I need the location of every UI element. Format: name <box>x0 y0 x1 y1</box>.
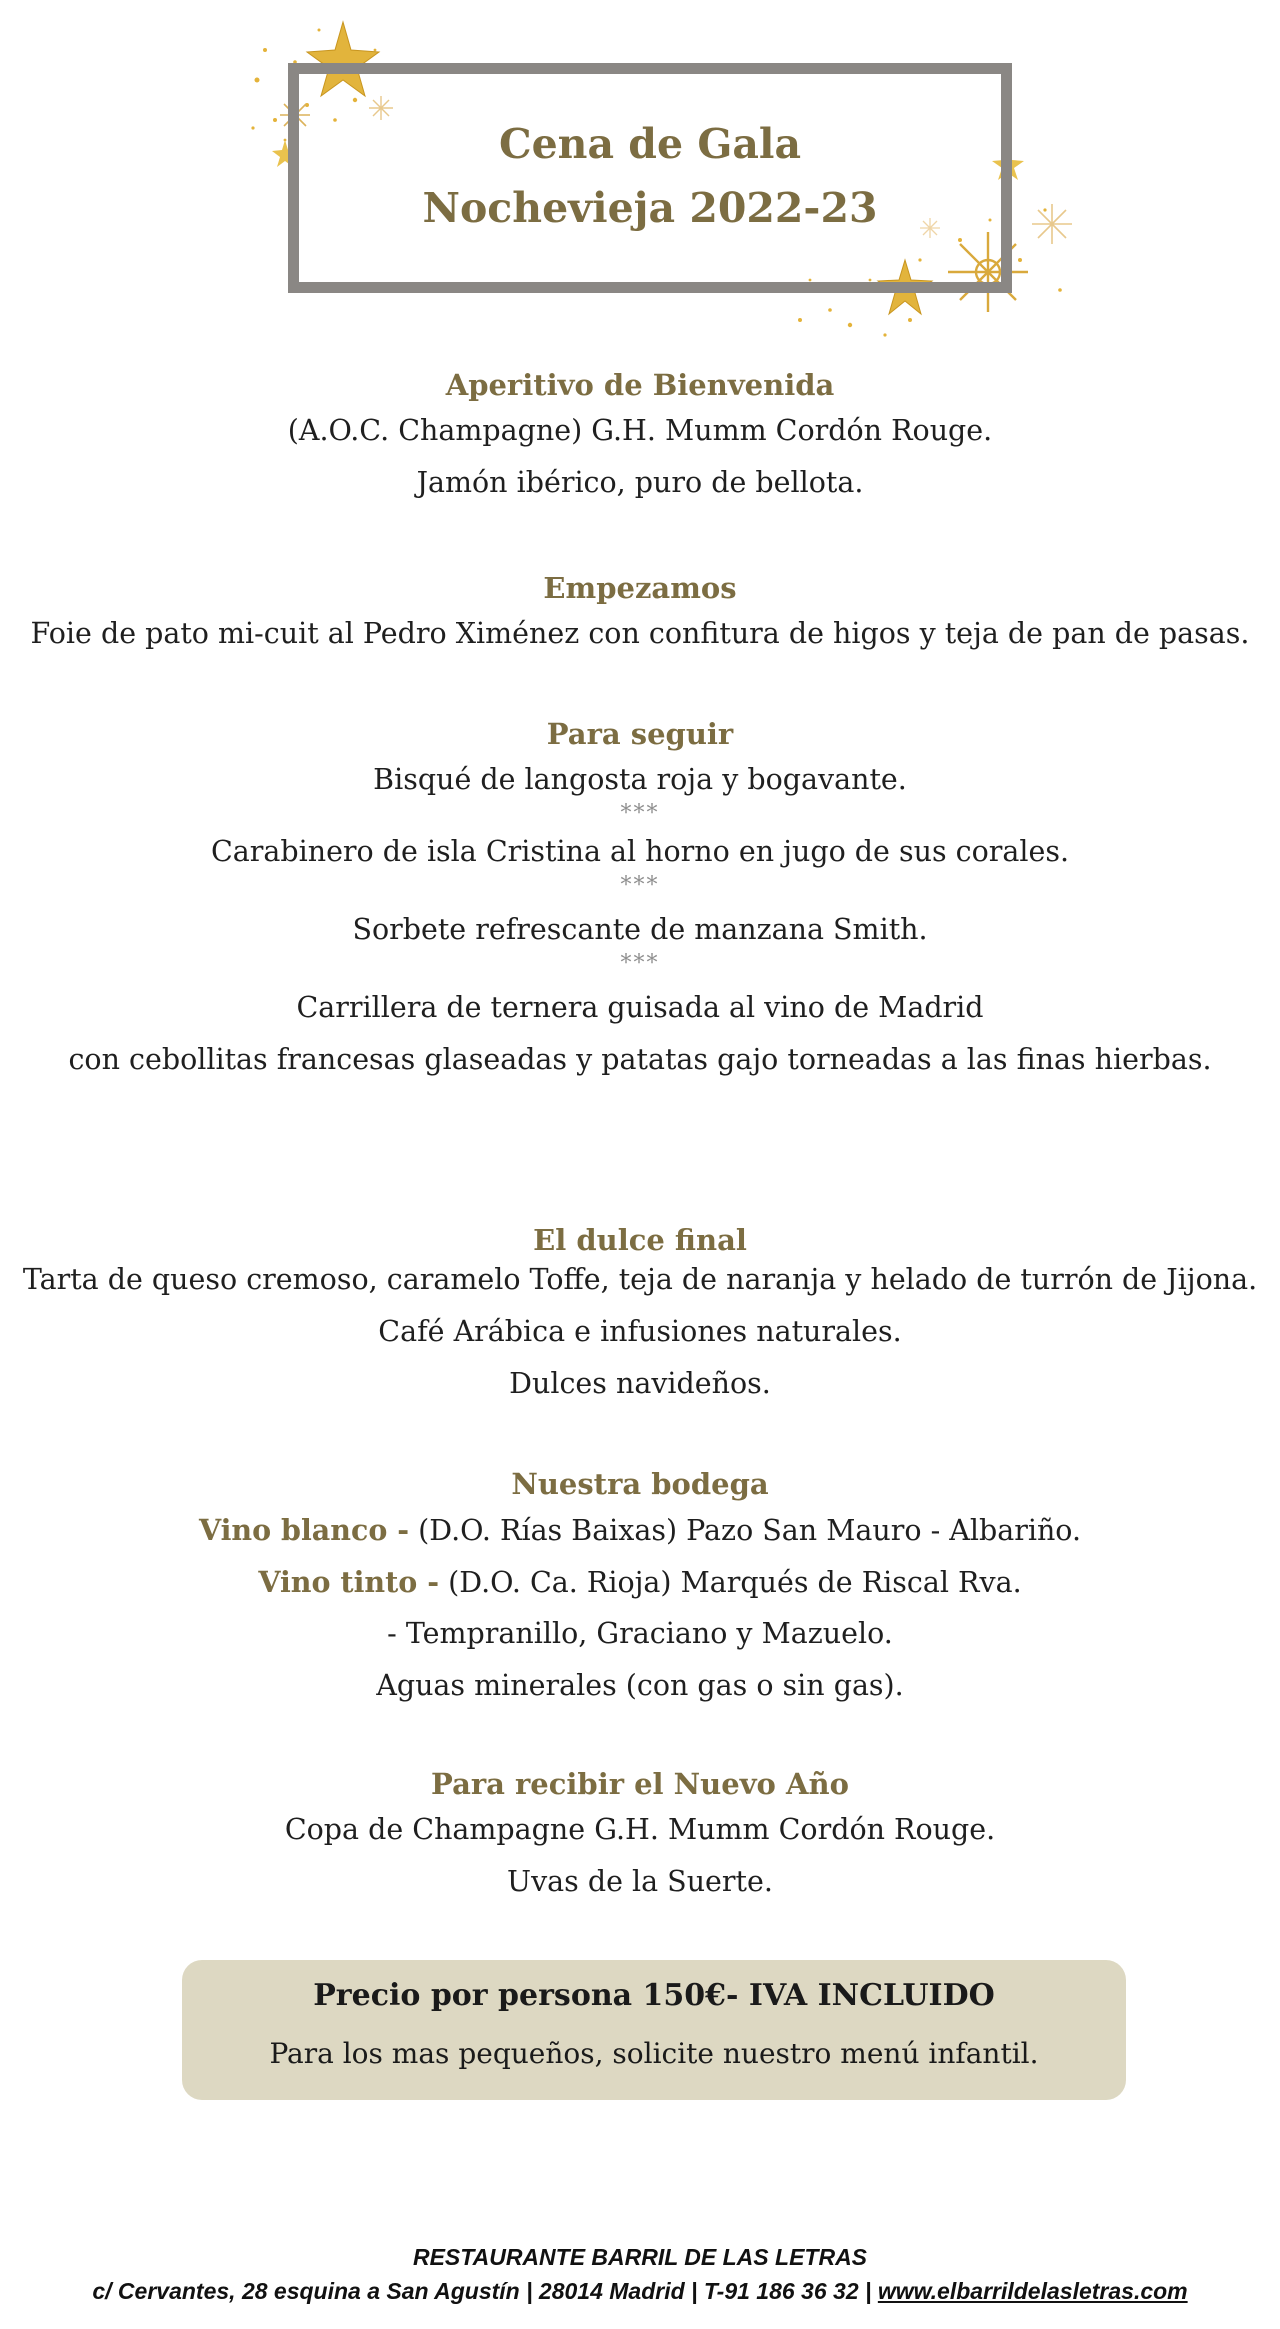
title-line-2: Nochevieja 2022-23 <box>422 184 878 232</box>
menu-line: Aguas minerales (con gas o sin gas). <box>376 1669 904 1702</box>
section-nuevo-ano <box>0 1764 1280 1908</box>
wine-label-white: Vino blanco - <box>198 1513 410 1547</box>
restaurant-name: RESTAURANTE BARRIL DE LAS LETRAS <box>412 2244 868 2270</box>
section-empezamos <box>0 568 1280 660</box>
footer <box>0 2240 1280 2308</box>
menu-line: Carrillera de ternera guisada al vino de Madrid <box>296 991 984 1024</box>
restaurant-address <box>0 2274 1280 2308</box>
section-para-seguir <box>0 714 1280 1086</box>
section-dulce-final <box>0 1220 1280 1410</box>
section-heading: Para recibir el Nuevo Año <box>431 1767 849 1801</box>
menu-line: Jamón ibérico, puro de bellota. <box>416 466 864 499</box>
menu-line: Bisqué de langosta roja y bogavante. <box>373 763 907 796</box>
address-text: c/ Cervantes, 28 esquina a San Agustín | 28014 Madrid | T-91 186 36 32 | <box>92 2278 878 2304</box>
title-line-1: Cena de Gala <box>498 120 802 168</box>
menu-line: con cebollitas francesas glaseadas y patatas gajo torneadas a las finas hierbas. <box>68 1043 1212 1076</box>
menu-line: - Tempranillo, Graciano y Mazuelo. <box>387 1617 893 1650</box>
menu-line: Carabinero de isla Cristina al horno en jugo de sus corales. <box>210 835 1070 868</box>
section-aperitivo <box>0 365 1280 509</box>
menu-line: Foie de pato mi-cuit al Pedro Ximénez con confitura de higos y teja de pan de pasas. <box>30 617 1250 650</box>
wine-white-text: (D.O. Rías Baixas) Pazo San Mauro - Albariño. <box>409 1514 1082 1547</box>
menu-line: Uvas de la Suerte. <box>507 1865 773 1898</box>
menu-line <box>0 1556 1280 1608</box>
snowflake-icon <box>1032 204 1072 244</box>
menu-line: Copa de Champagne G.H. Mumm Cordón Rouge. <box>284 1813 996 1846</box>
wine-red-text: (D.O. Ca. Rioja) Marqués de Riscal Rva. <box>439 1566 1022 1599</box>
menu-line: (A.O.C. Champagne) G.H. Mumm Cordón Rouge. <box>287 414 993 447</box>
website-link[interactable]: www.elbarrildelasletras.com <box>877 2278 1188 2304</box>
section-heading: El dulce final <box>533 1223 747 1257</box>
section-heading: Nuestra bodega <box>511 1467 769 1501</box>
menu-line <box>0 1504 1280 1556</box>
price-title: Precio por persona 150€- IVA INCLUIDO <box>313 1978 995 2013</box>
section-heading: Empezamos <box>543 571 737 605</box>
dish-separator: *** <box>620 951 660 976</box>
menu-line: Café Arábica e infusiones naturales. <box>378 1315 902 1348</box>
menu-line: Dulces navideños. <box>509 1367 771 1400</box>
wine-label-red: Vino tinto - <box>258 1565 440 1599</box>
section-heading: Aperitivo de Bienvenida <box>445 368 835 402</box>
section-bodega <box>0 1464 1280 1712</box>
dish-separator: *** <box>620 873 660 898</box>
page-title <box>288 112 1012 240</box>
kids-menu-note: Para los mas pequeños, solicite nuestro menú infantil. <box>269 2037 1039 2070</box>
section-heading: Para seguir <box>546 717 734 751</box>
menu-line: Sorbete refrescante de manzana Smith. <box>352 913 928 946</box>
dish-separator: *** <box>620 801 660 826</box>
price-box <box>182 1960 1126 2100</box>
menu-line: Tarta de queso cremoso, caramelo Toffe, teja de naranja y helado de turrón de Jijona. <box>22 1263 1258 1296</box>
